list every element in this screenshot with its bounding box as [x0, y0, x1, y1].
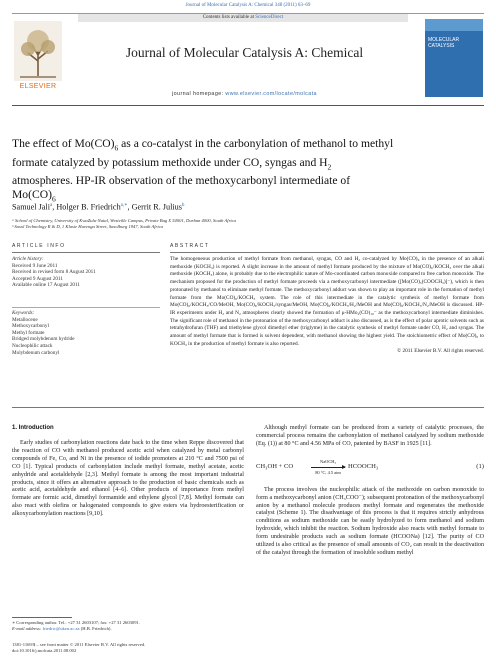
body-paragraph: The process involves the nucleophilic attack of the methoxide on carbon monoxide to form a methoxycarbonyl anion (CH₃COO⁻); subsequent protonation of the methoxycarbonyl anion by a methanol molecule produces methyl formate and regenerates the methoxide catalyst (Scheme 1). The disadvantage of this process is that it requires strictly anhydrous conditions as sodium methoxide can be easily hydrolyzed to form methanol and sodium hydroxide, which inhibit the reaction. Sodium hydroxide also reacts with methyl formate to form undesirable products such as sodium formate (HCOONa) [12]. The purity of CO utilized is also critical as the presence of small amounts of CO₂ can result in the deactivation of the catalyst through the formation of insoluble sodium methyl	[256, 486, 484, 556]
homepage-link[interactable]: www.elsevier.com/locate/molcata	[225, 91, 317, 97]
equation-1	[256, 458, 484, 476]
doi-link[interactable]: doi:10.1016/j.molcata.2011.08.002	[12, 647, 77, 653]
email-line	[12, 626, 252, 632]
article-history	[12, 256, 162, 289]
history-label: Article history:	[12, 256, 44, 262]
history-item: Available online 17 August 2011	[12, 282, 81, 289]
equation-catalyst: NaOCH₃	[320, 458, 336, 464]
contents-bar	[78, 14, 408, 22]
equation-number: (1)	[476, 462, 484, 470]
journal-masthead	[12, 13, 484, 106]
abstract-heading: ABSTRACT	[170, 243, 210, 249]
email-link[interactable]: friedric@ukzn.ac.za	[42, 625, 80, 631]
divider	[12, 617, 72, 618]
author-list	[12, 202, 484, 212]
journal-title: Journal of Molecular Catalysis A: Chemical	[125, 45, 364, 60]
article-title	[12, 137, 484, 207]
publisher-name: ELSEVIER	[19, 83, 57, 90]
copyright-notice: © 2011 Elsevier B.V. All rights reserved.	[397, 348, 484, 355]
divider	[12, 307, 160, 308]
title-line1: The effect of Mo(CO)	[12, 137, 115, 150]
abstract-body	[170, 256, 484, 356]
publication-meta	[12, 642, 252, 653]
divider	[12, 407, 484, 408]
title-subscript: 6	[51, 194, 56, 204]
title-line3: atmospheres. HP-IR observation of the methoxycarbonyl intermediate of	[12, 174, 351, 188]
author-affiliation-marker[interactable]: a,∗	[120, 203, 128, 208]
reaction-arrow	[311, 458, 345, 477]
affiliations	[12, 218, 484, 229]
article-info-heading: ARTICLE INFO	[12, 243, 66, 249]
keyword: Methyl formate	[12, 329, 45, 336]
keyword: Methoxycarbonyl	[12, 323, 49, 330]
title-subscript: 2	[327, 161, 332, 171]
equation-conditions: 80 °C, 4.5 atm	[315, 469, 341, 475]
email-label: E-mail address:	[12, 625, 43, 631]
title-line2: formate catalyzed by potassium methoxide under CO, syngas and H	[12, 155, 328, 169]
divider	[170, 252, 484, 253]
journal-homepage	[72, 91, 417, 97]
arrow-icon	[311, 467, 345, 468]
right-column	[256, 425, 484, 558]
affiliation-a: ᵃ School of Chemistry, University of KwaZulu-Natal, Westville Campus, Private Bag X 54001, Durban 4000, South Africa	[12, 218, 236, 223]
author-name: Samuel Jali	[12, 202, 50, 212]
equation-product: HCOOCH₃	[348, 462, 379, 470]
elsevier-tree-logo	[14, 21, 62, 81]
footnotes	[12, 620, 252, 631]
keyword: Bridged molybdenum hydride	[12, 336, 75, 343]
author-affiliation-marker[interactable]: a	[49, 203, 53, 208]
keyword: Metallocene	[12, 316, 38, 323]
title-line4: Mo(CO)	[12, 188, 52, 202]
journal-cover-band	[425, 19, 483, 31]
keyword: Nucleophilic attack	[12, 342, 53, 349]
keywords	[12, 310, 162, 356]
author-affiliation-marker[interactable]: b	[181, 203, 185, 208]
history-item: Accepted 9 August 2011	[12, 275, 63, 282]
abstract-text: The homogeneous production of methyl formate from methanol, syngas, CO and H₂ co-catalyzed by Mo(CO)₆ in the presence of an alkali methoxide (KOCH₃) is reported. A slight increase in the amount of methyl formate produced by the mixture of Mo(CO)₆/KOCH₃ over the alkali methoxide (KOCH₃) alone, is probably due to the electrophilic nature of Mo-coordinated carbon monoxide compared to free carbon monoxide. The mechanism proposed for the production of methyl formate proceeds via a methoxycarbonyl intermediate ([Mo(CO)₅(COOCH₃)]⁻), which is then protonated by methanol to eliminate methyl formate. The methoxycarbonyl adduct was shown to play an important role in the formation of methyl formate from the Mo(CO)₆/KOCH₃ system. The role of this intermediate in the catalytic synthesis of methyl formate from Mo(CO)₆/KOCH₃/CO/MeOH, Mo(CO)₆/KOCH₃/syngas/MeOH, Mo(CO)₆/KOCH₃/H₂/MeOH and Mo(CO)₆/KOCH₃/N₂/MeOH is discussed. HP-IR experiments under H₂ and N₂ atmospheres clearly showed the formation of μ-HMo₂(CO)₁₀⁻ as the methoxycarbonyl intermediate diminishes. The significant role of methanol in the protonation of the methoxycarbonyl adduct is also discussed, as is the effect of polar aprotic solvents such as tetrahydrofuran (THF) and triethylene glycol dimethyl ether (triglyme) in the catalytic synthesis of methyl formate under CO, H₂ and syngas. The amount of methyl formate that is formed is solvent dependent, with methanol showing the highest yield. The stoichiometric effect of Mo(CO)₆ to KOCH₃ in the production of methyl formate is also reported.	[170, 256, 484, 347]
body-paragraph: Early studies of carbonylation reactions date back to the time when Reppe discovered that the reaction of CO with methanol produced acetic acid when catalyzed by metal carbonyl compounds of Fe, Co, and Ni in the presence of iodide promoters at 210 °C and 7500 psi of CO [1]. Typical products of carbonylation include methyl formate, methyl acetate, acetic anhydride and acetaldehyde [2,3]. Methyl formate is among the most important industrial products, since it offers an alternative approach to the production of basic chemicals such as acetic acid, acetaldehyde and ethanol [4–6]. Other products of importance from methyl formate are formic acid, dimethyl formamide and ethylene glycol [7,8]. Methyl formate can also react with olefins or halogenated compounds to give esters via hydroesterification or alkoxycarbonylation reactions [9,10].	[12, 440, 244, 518]
contents-prefix: Contents lists available at	[202, 15, 256, 20]
history-item: Received in revised form 8 August 2011	[12, 269, 96, 276]
keywords-label: Keywords:	[12, 310, 35, 316]
homepage-prefix: journal homepage:	[172, 91, 226, 97]
keyword: Molybdenum carbonyl	[12, 349, 60, 356]
equation-reactants: CH₃OH + CO	[256, 462, 294, 470]
affiliation-b: ᵇ Sasol Technology R & D, 1 Klasie Havenga Street, Sasolburg 1947, South Africa	[12, 223, 163, 229]
section-heading-introduction: 1. Introduction	[12, 425, 54, 431]
sciencedirect-link[interactable]: ScienceDirect	[255, 15, 284, 20]
email-suffix: (H.B. Friedrich).	[79, 625, 112, 631]
issn-line: 1381-1169/$ – see front matter © 2011 Elsevier B.V. All rights reserved.	[12, 642, 146, 647]
body-paragraph: Although methyl formate can be produced from a variety of catalytic processes, the commercial process remains the carbonylation of methanol catalyzed by sodium methoxide (Eq. (1)) at 80 °C and 4.56 MPa of CO, patented by BASF in 1925 [11].	[256, 425, 484, 447]
journal-reference: Journal of Molecular Catalysis A: Chemical 348 (2011) 63–69	[185, 3, 311, 8]
left-column	[12, 440, 244, 519]
journal-cover-text: MOLECULAR CATALYSIS	[428, 37, 460, 49]
corresponding-author-note: ∗ Corresponding author. Tel.: +27 31 2603107; fax: +27 31 2603091.	[12, 620, 140, 625]
author-name: , Gerrit R. Julius	[127, 202, 182, 212]
title-line1-rest: as a co-catalyst in the carbonylation of methanol to methyl	[118, 137, 394, 150]
history-item: Received 9 June 2011	[12, 262, 58, 269]
title-subscript: 6	[114, 143, 119, 153]
divider	[12, 252, 160, 253]
author-name: , Holger B. Friedrich	[52, 202, 121, 212]
